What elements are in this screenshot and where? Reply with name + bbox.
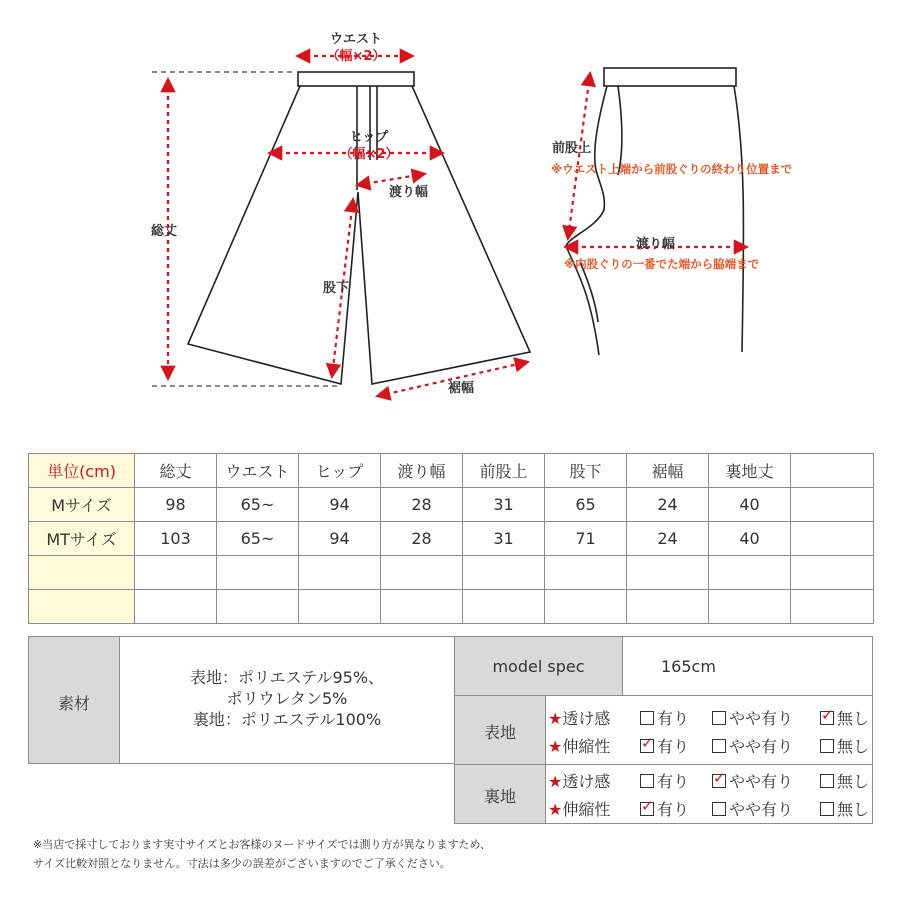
checkbox-icon (712, 711, 726, 725)
lining-stretch-row (548, 797, 870, 820)
star-icon: ★ (548, 737, 563, 756)
hip-label: ヒップ (349, 130, 389, 145)
material-line: ポリウレタン5% (226, 689, 348, 708)
table-cell: 65~ (217, 488, 299, 522)
lining-label: 裏地 (483, 787, 516, 806)
material-value-cell (119, 636, 455, 764)
table-cell: 40 (709, 522, 791, 556)
table-cell (791, 522, 874, 556)
size-name: MTサイズ (29, 522, 135, 556)
table-cell (709, 590, 791, 624)
table-cell (791, 488, 874, 522)
front-rise-note: ※ウエスト上端から前股ぐりの終わり位置まで (551, 162, 793, 176)
checkbox-checked-icon (820, 711, 834, 725)
option (820, 734, 869, 757)
option (640, 769, 689, 792)
option-label: やや有り (729, 737, 794, 756)
option (820, 797, 869, 820)
size-table-header (29, 454, 874, 488)
table-cell (709, 556, 791, 590)
header-front-rise: 前股上 (463, 454, 545, 488)
size-table (28, 453, 874, 624)
material-line: 裏地：ポリエステル100% (192, 710, 382, 729)
table-cell: 28 (381, 522, 463, 556)
table-cell (299, 556, 381, 590)
total-length-label: 総丈 (151, 224, 178, 239)
model-spec-label: model spec (492, 657, 585, 676)
table-cell (545, 556, 627, 590)
option-label: 無し (837, 737, 870, 756)
attribute-name: 透け感 (562, 709, 611, 728)
table-cell: 98 (135, 488, 217, 522)
table-cell: 40 (709, 488, 791, 522)
table-cell: 31 (463, 488, 545, 522)
header-lining-length: 裏地丈 (709, 454, 791, 488)
table-cell (381, 590, 463, 624)
checkbox-icon (820, 739, 834, 753)
attribute-name: 伸縮性 (562, 800, 611, 819)
material-label-cell (28, 636, 120, 764)
option-label: 有り (657, 709, 690, 728)
header-inseam: 股下 (545, 454, 627, 488)
side-pants-outline (566, 68, 744, 355)
option-label: 無し (837, 772, 870, 791)
table-cell (627, 556, 709, 590)
table-cell: 103 (135, 522, 217, 556)
header-waist: ウエスト (217, 454, 299, 488)
lining-label-cell (454, 764, 546, 824)
front-rise-label: 前股上 (552, 141, 592, 156)
spec-panel (28, 636, 873, 824)
checkbox-checked-icon (640, 802, 654, 816)
option (820, 706, 869, 729)
checkbox-icon (820, 774, 834, 788)
option (712, 706, 793, 729)
table-cell: 24 (627, 488, 709, 522)
checkbox-icon (640, 711, 654, 725)
table-cell (381, 556, 463, 590)
option-label: やや有り (729, 772, 794, 791)
header-total-length: 総丈 (135, 454, 217, 488)
star-icon: ★ (548, 772, 563, 791)
option (712, 797, 793, 820)
measure-arrows (168, 56, 746, 396)
table-cell: 94 (299, 522, 381, 556)
option (712, 734, 793, 757)
model-spec-value: 165cm (661, 657, 716, 676)
table-cell: 24 (627, 522, 709, 556)
lining-transparency-row (548, 769, 870, 792)
option (640, 797, 689, 820)
unit-header: 単位(cm) (29, 454, 135, 488)
table-row (29, 488, 874, 522)
footnote-line: サイズ比較対照となりません。寸法は多少の誤差がございますのでご了承ください。 (33, 857, 451, 870)
model-spec-value-cell (622, 636, 873, 696)
table-cell (545, 590, 627, 624)
measurement-diagram (0, 0, 900, 440)
hip-sub-label: （幅×2） (339, 147, 399, 162)
option (640, 734, 689, 757)
table-cell: 28 (381, 488, 463, 522)
waist-label: ウエスト (329, 32, 383, 47)
checkbox-checked-icon (640, 739, 654, 753)
material-label: 素材 (57, 694, 90, 713)
front-pants-outline (188, 72, 530, 384)
option-label: 有り (657, 737, 690, 756)
guide-lines (152, 72, 340, 386)
table-row (29, 590, 874, 624)
star-icon: ★ (548, 709, 563, 728)
attribute-name: 透け感 (562, 772, 611, 791)
table-cell (627, 590, 709, 624)
header-empty (791, 454, 874, 488)
table-cell (135, 556, 217, 590)
table-cell (217, 590, 299, 624)
checkbox-icon (712, 802, 726, 816)
table-cell (463, 556, 545, 590)
attribute-name: 伸縮性 (562, 737, 611, 756)
checkbox-checked-icon (712, 774, 726, 788)
size-name (29, 590, 135, 624)
table-cell: 71 (545, 522, 627, 556)
waist-sub-label: （幅×2） (326, 49, 386, 64)
option-label: 有り (657, 772, 690, 791)
hem-label: 裾幅 (448, 381, 475, 396)
option (712, 769, 793, 792)
thigh-label: 渡り幅 (389, 185, 429, 200)
material-line: 表地：ポリエステル95%、 (189, 668, 385, 687)
footnote-line: ※当店で採寸しております実寸サイズとお客様のヌードサイズでは測り方が異なりますため、 (33, 838, 492, 851)
table-cell (135, 590, 217, 624)
option (640, 706, 689, 729)
checkbox-icon (712, 739, 726, 753)
table-cell (791, 556, 874, 590)
header-hem: 裾幅 (627, 454, 709, 488)
model-spec-label-cell (454, 636, 623, 696)
table-cell: 65 (545, 488, 627, 522)
thigh-side-note: ※内股ぐりの一番でた端から脇端まで (564, 257, 760, 271)
checkbox-icon (640, 774, 654, 788)
header-thigh: 渡り幅 (381, 454, 463, 488)
outer-label: 表地 (483, 723, 516, 742)
table-cell (791, 590, 874, 624)
outer-label-cell (454, 695, 546, 765)
table-cell: 65~ (217, 522, 299, 556)
size-name: Mサイズ (29, 488, 135, 522)
option-label: 無し (837, 709, 870, 728)
option-label: やや有り (729, 709, 794, 728)
star-icon: ★ (548, 800, 563, 819)
option-label: 無し (837, 800, 870, 819)
table-cell (217, 556, 299, 590)
header-hip: ヒップ (299, 454, 381, 488)
checkbox-icon (820, 802, 834, 816)
option-label: 有り (657, 800, 690, 819)
table-row (29, 556, 874, 590)
inseam-label: 股下 (323, 281, 350, 296)
option-label: やや有り (729, 800, 794, 819)
table-cell (299, 590, 381, 624)
table-cell (463, 590, 545, 624)
outer-stretch-row (548, 734, 870, 757)
thigh-side-label: 渡り幅 (636, 237, 676, 252)
option (820, 769, 869, 792)
size-name (29, 556, 135, 590)
table-row (29, 522, 874, 556)
table-cell: 94 (299, 488, 381, 522)
outer-transparency-row (548, 706, 870, 729)
table-cell: 31 (463, 522, 545, 556)
